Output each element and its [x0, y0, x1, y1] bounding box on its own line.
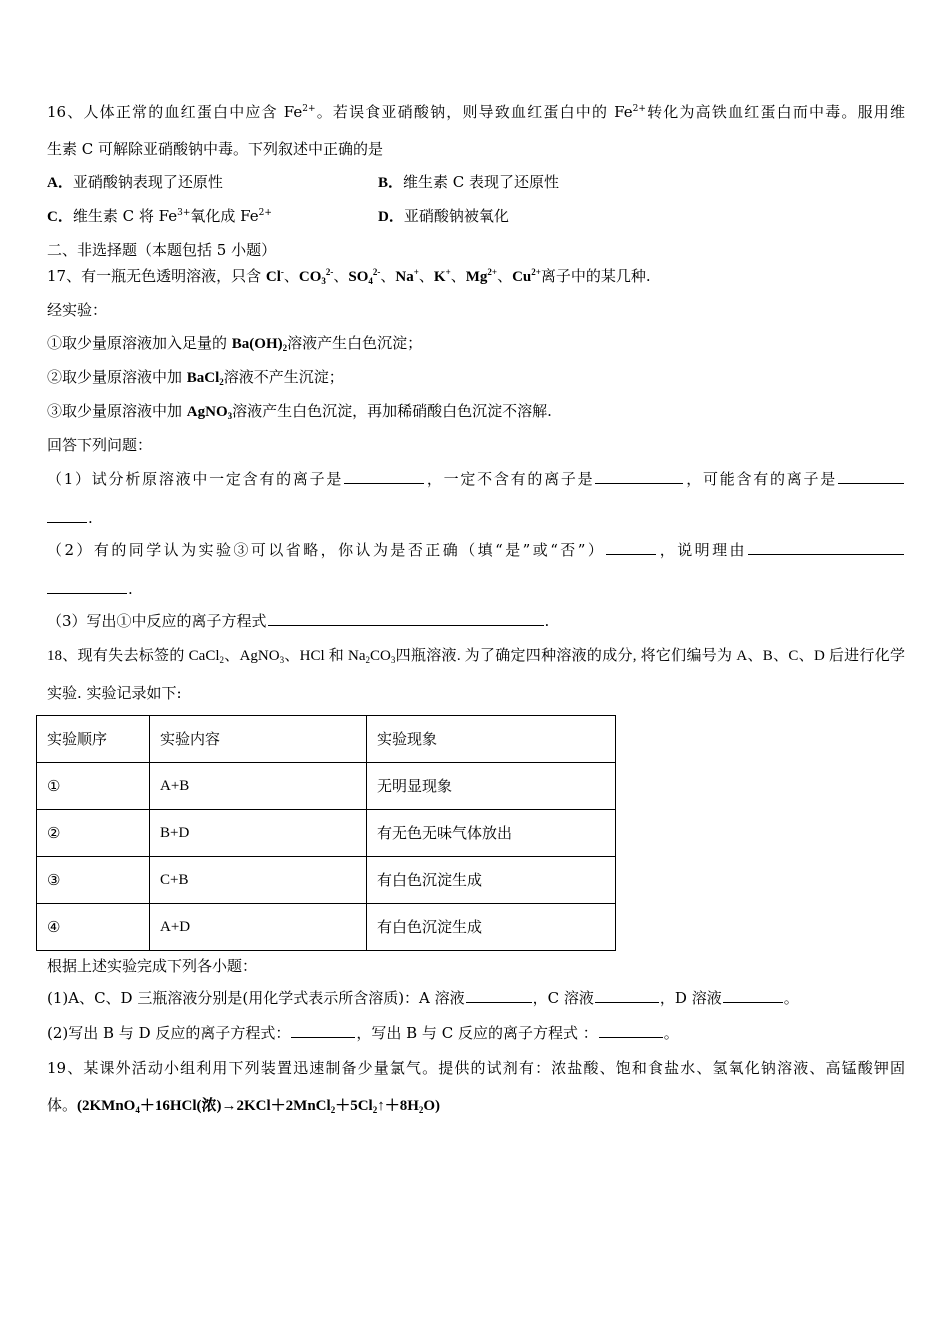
table-header-cell: 实验现象	[367, 716, 616, 763]
option-text: 亚硝酸钠被氧化	[403, 207, 509, 225]
q17-sub-3	[47, 611, 549, 631]
experiment-table	[36, 715, 616, 951]
q17-experiment-3	[47, 401, 552, 421]
option-text: 亚硝酸钠表现了还原性	[72, 173, 223, 191]
option-label: D．	[378, 209, 404, 225]
q17-intro	[47, 266, 651, 286]
text: ，一定不含有的离子是	[425, 470, 595, 488]
text: 、AgNO	[224, 648, 280, 664]
superscript: +	[413, 267, 419, 277]
table-header-row	[37, 716, 616, 763]
superscript: 2+	[302, 104, 316, 114]
text: 。若误食亚硝酸钠，则导致血红蛋白中的 Fe	[315, 103, 633, 121]
section-heading: 二、非选择题（本题包括 5 小题）	[47, 241, 277, 259]
equation: ↑＋8H	[377, 1098, 419, 1114]
q16-line-1	[47, 102, 905, 122]
text: ，D 溶液	[659, 989, 722, 1007]
separator: 、	[283, 267, 299, 285]
option-text: 维生素 C 表现了还原性	[403, 173, 560, 191]
ion: Cu	[512, 269, 532, 285]
q18-sub-1	[47, 988, 799, 1008]
q17-experiment-1	[47, 333, 422, 353]
text: 。	[663, 1024, 679, 1042]
table-cell: A+B	[150, 763, 367, 810]
answer-blank	[748, 540, 904, 555]
separator: 、	[418, 267, 434, 285]
equation: ＋5Cl	[335, 1098, 373, 1114]
text: 。	[783, 989, 799, 1007]
table-row	[37, 763, 616, 810]
q16-option-b	[378, 172, 698, 192]
answer-blank	[47, 508, 87, 523]
superscript: 2+	[258, 208, 272, 218]
subscript: 2	[282, 343, 288, 353]
subscript: 3	[390, 655, 396, 665]
q16-option-a	[47, 172, 367, 192]
text: .	[88, 509, 93, 527]
text: ，说明理由	[657, 541, 747, 559]
option-label: C．	[47, 209, 73, 225]
answer-blank	[723, 988, 783, 1003]
answer-blank	[268, 611, 544, 626]
table-cell: ③	[37, 857, 150, 904]
superscript: 2+	[632, 104, 646, 114]
text: ②取少量原溶液中加	[47, 368, 187, 386]
q18-line-2: 实验. 实验记录如下:	[47, 684, 182, 702]
text: ，C 溶液	[532, 989, 594, 1007]
ion: Cl	[265, 269, 281, 285]
q19-line-2	[47, 1095, 440, 1115]
text: .	[128, 580, 133, 598]
q17-sub-2	[47, 540, 905, 560]
subscript: 2	[330, 1105, 336, 1115]
superscript: 2-	[372, 267, 381, 277]
superscript: +	[445, 267, 451, 277]
table-cell: ①	[37, 763, 150, 810]
text: 离子中的某几种.	[540, 267, 651, 285]
q16-option-d	[378, 206, 698, 226]
table-cell: 有无色无味气体放出	[367, 810, 616, 857]
table-cell: 有白色沉淀生成	[367, 857, 616, 904]
q17-sub-2-cont	[47, 579, 133, 599]
answer-blank	[344, 469, 424, 484]
text: 溶液产生白色沉淀，再加稀硝酸白色沉淀不溶解.	[232, 402, 552, 420]
answer-blank	[466, 988, 532, 1003]
subscript: 2	[219, 655, 224, 665]
subscript: 3	[227, 411, 233, 421]
separator: 、	[333, 267, 349, 285]
table-row	[37, 904, 616, 951]
table-header-cell: 实验内容	[150, 716, 367, 763]
table-cell: 有白色沉淀生成	[367, 904, 616, 951]
table-row	[37, 810, 616, 857]
text: 18、现有失去标签的 CaCl	[47, 648, 220, 664]
equation: O)	[423, 1098, 441, 1114]
text: (1)A、C、D 三瓶溶液分别是(用化学式表示所含溶质)：A 溶液	[47, 989, 465, 1007]
q18-after-table: 根据上述实验完成下列各小题：	[47, 957, 258, 975]
separator: 、	[380, 267, 396, 285]
subscript: 2	[219, 377, 224, 387]
table-cell: 无明显现象	[367, 763, 616, 810]
equation: ＋16HCl(浓)→2KCl＋2MnCl	[139, 1098, 331, 1114]
option-label: B．	[378, 175, 404, 191]
superscript: 3+	[177, 208, 191, 218]
q17-experiment-2	[47, 367, 344, 387]
text: .	[544, 612, 550, 630]
text: 溶液不产生沉淀；	[223, 368, 344, 386]
option-text: 维生素 C 将 Fe	[72, 207, 178, 225]
superscript: -	[280, 267, 284, 277]
table-cell: ②	[37, 810, 150, 857]
answer-blank	[606, 540, 656, 555]
superscript: 2-	[325, 267, 334, 277]
text: (2)写出 B 与 D 反应的离子方程式：	[47, 1024, 291, 1042]
superscript: 2+	[531, 267, 541, 277]
option-label: A．	[47, 175, 73, 191]
text: （3）写出①中反应的离子方程式	[47, 612, 267, 630]
answer-blank	[291, 1023, 355, 1038]
q17-answer-title: 回答下列问题：	[47, 436, 153, 454]
q17-sub-1	[47, 469, 905, 489]
answer-blank	[595, 988, 659, 1003]
text: 16、人体正常的血红蛋白中应含 Fe	[47, 103, 303, 121]
subscript: 3	[321, 276, 326, 286]
subscript: 2	[418, 1105, 424, 1115]
text: ，可能含有的离子是	[684, 470, 837, 488]
answer-blank	[599, 1023, 663, 1038]
text: ③取少量原溶液中加	[47, 402, 187, 420]
table-cell: C+B	[150, 857, 367, 904]
ion: Na	[395, 269, 414, 285]
q17-sub-1-cont	[47, 508, 93, 528]
subscript: 3	[279, 655, 285, 665]
subscript: 2	[365, 655, 371, 665]
text: ，写出 B 与 C 反应的离子方程式 ：	[356, 1024, 598, 1042]
superscript: 2+	[487, 267, 498, 277]
text: 17、有一瓶无色透明溶液，只含	[47, 267, 266, 285]
q16-line-2: 生素 C 可解除亚硝酸钠中毒。下列叙述中正确的是	[47, 140, 384, 158]
text: 体。	[47, 1096, 78, 1114]
text: 溶液产生白色沉淀；	[287, 334, 423, 352]
q18-sub-2	[47, 1023, 679, 1043]
subscript: 2	[372, 1105, 378, 1115]
text: 转化为高铁血红蛋白而中毒。服用维	[645, 103, 905, 121]
formula: BaCl	[186, 370, 220, 386]
ion: SO	[348, 269, 369, 285]
answer-blank	[838, 469, 904, 484]
text: （2）有的同学认为实验③可以省略，你认为是否正确（填“是”或“否”）	[47, 541, 606, 559]
table-cell: B+D	[150, 810, 367, 857]
subscript: 4	[135, 1105, 140, 1115]
ion: K	[433, 269, 446, 285]
text: ①取少量原溶液加入足量的	[47, 334, 232, 352]
q19-line-1: 19、某课外活动小组利用下列装置迅速制备少量氯气。提供的试剂有：浓盐酸、饱和食盐水、氢氧化钠溶液、高锰酸钾固	[47, 1059, 905, 1077]
table-row	[37, 857, 616, 904]
formula: AgNO	[186, 404, 228, 420]
equation: (2KMnO	[77, 1098, 136, 1114]
subscript: 4	[368, 276, 373, 286]
table-cell: ④	[37, 904, 150, 951]
table-cell: A+D	[150, 904, 367, 951]
q17-experiments-title: 经实验：	[47, 301, 108, 319]
table-header-cell: 实验顺序	[37, 716, 150, 763]
separator: 、	[497, 267, 513, 285]
text: CO	[370, 648, 391, 664]
answer-blank	[595, 469, 683, 484]
text: 、HCl 和 Na	[284, 648, 366, 664]
ion: CO	[298, 269, 322, 285]
formula: Ba(OH)	[231, 336, 283, 352]
text: （1）试分析原溶液中一定含有的离子是	[47, 470, 344, 488]
answer-blank	[47, 579, 127, 594]
text: 四瓶溶液. 为了确定四种溶液的成分, 将它们编号为 A、B、C、D 后进行化学	[395, 648, 905, 664]
option-text: 氧化成 Fe	[190, 207, 259, 225]
q18-line-1	[47, 646, 905, 666]
separator: 、	[450, 267, 466, 285]
ion: Mg	[465, 269, 488, 285]
q16-option-c	[47, 206, 367, 226]
